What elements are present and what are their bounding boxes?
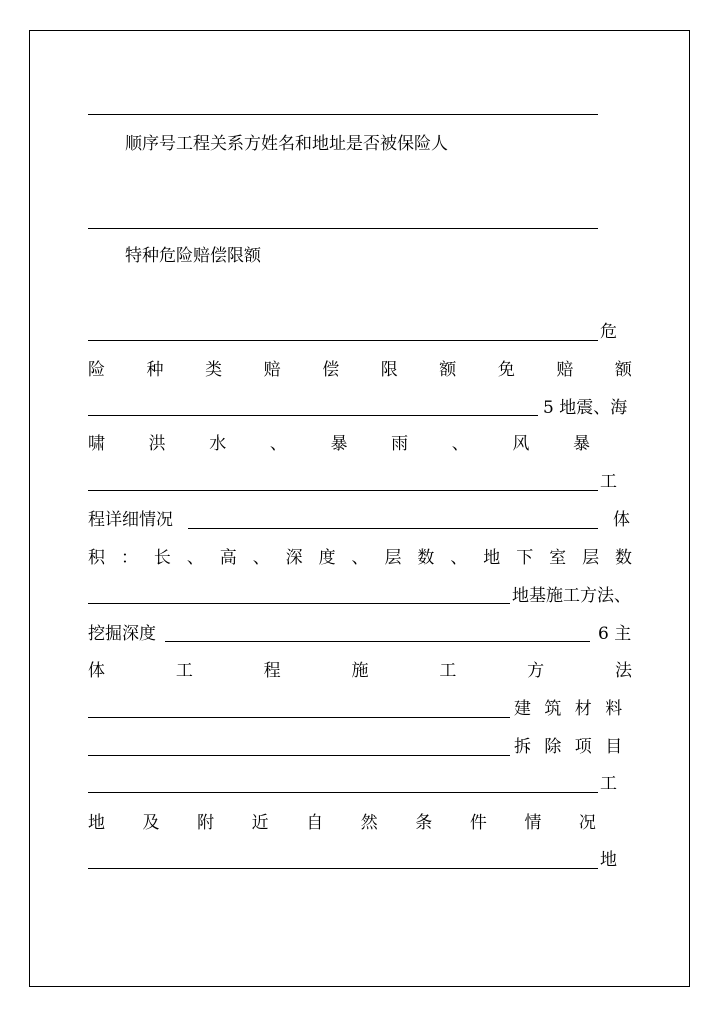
separator-line xyxy=(88,114,598,115)
form-line-text: 程详细情况 xyxy=(88,510,173,530)
form-char: 自 xyxy=(306,813,324,833)
heading-special-risk-limits: 特种危险赔偿限额 xyxy=(125,246,261,266)
form-char: 深 xyxy=(285,548,303,568)
form-char: 件 xyxy=(469,813,487,833)
form-char: 、 xyxy=(186,548,204,568)
fill-line xyxy=(165,641,590,642)
form-char: 风 xyxy=(512,434,530,454)
fill-line xyxy=(88,792,598,793)
form-char: 附 xyxy=(197,813,215,833)
fill-line xyxy=(88,490,598,491)
form-line-text: 地 xyxy=(600,850,617,870)
fill-line xyxy=(88,755,510,756)
form-char: 限 xyxy=(380,360,398,380)
form-line-text: 6 主 xyxy=(598,624,632,644)
form-char: 度 xyxy=(318,548,336,568)
form-char: 地 xyxy=(88,813,105,833)
form-line-spread xyxy=(88,434,590,454)
form-char: 、 xyxy=(451,434,469,454)
form-char: 数 xyxy=(417,548,435,568)
form-char: 长 xyxy=(153,548,171,568)
heading-insured-parties: 顺序号工程关系方姓名和地址是否被保险人 xyxy=(125,134,448,154)
fill-line xyxy=(88,415,538,416)
form-char: 施 xyxy=(351,661,369,681)
form-char: 程 xyxy=(263,661,281,681)
form-line-text: 拆 除 项 目 xyxy=(514,737,627,757)
form-char: 地 xyxy=(483,548,501,568)
form-char: 险 xyxy=(88,360,105,380)
form-char: 水 xyxy=(209,434,227,454)
fill-line xyxy=(88,603,510,604)
form-line-text: 建 筑 材 料 xyxy=(514,699,627,719)
form-char: 赔 xyxy=(556,360,574,380)
form-char: 、 xyxy=(450,548,468,568)
fill-line xyxy=(88,717,510,718)
form-char: 然 xyxy=(360,813,378,833)
form-char: 额 xyxy=(439,360,457,380)
form-char: 偿 xyxy=(322,360,340,380)
form-char: 下 xyxy=(516,548,534,568)
form-char: 积 xyxy=(88,548,105,568)
form-char: 雨 xyxy=(391,434,409,454)
form-char: 种 xyxy=(146,360,164,380)
form-char: 况 xyxy=(578,813,596,833)
form-line-text: 危 xyxy=(600,322,617,342)
form-char: 额 xyxy=(614,360,632,380)
form-char: 赔 xyxy=(263,360,281,380)
form-char: 方 xyxy=(527,661,545,681)
form-line-text: 工 xyxy=(600,472,617,492)
form-line-spread xyxy=(88,360,632,380)
fill-line xyxy=(188,528,598,529)
form-line-text: 工 xyxy=(600,774,617,794)
form-line-text: 体 xyxy=(613,510,630,530)
form-line-text: 地基施工方法、 xyxy=(512,586,631,606)
fill-line xyxy=(88,868,598,869)
form-char: 、 xyxy=(269,434,287,454)
form-char: ： xyxy=(120,548,138,568)
form-char: 室 xyxy=(549,548,567,568)
form-char: 情 xyxy=(524,813,542,833)
form-line-text: 5 地震、海 xyxy=(543,398,628,418)
form-char: 类 xyxy=(205,360,223,380)
form-line-spread xyxy=(88,661,632,681)
form-line-spread xyxy=(88,548,632,568)
separator-line xyxy=(88,228,598,229)
form-char: 层 xyxy=(582,548,600,568)
form-char: 暴 xyxy=(330,434,348,454)
form-char: 免 xyxy=(497,360,515,380)
fill-line xyxy=(88,340,598,341)
form-char: 条 xyxy=(415,813,433,833)
document-page xyxy=(29,30,690,987)
form-char: 工 xyxy=(175,661,193,681)
form-line-spread xyxy=(88,813,596,833)
form-char: 法 xyxy=(614,661,632,681)
form-char: 洪 xyxy=(148,434,166,454)
form-char: 及 xyxy=(142,813,160,833)
form-char: 、 xyxy=(252,548,270,568)
form-char: 工 xyxy=(439,661,457,681)
form-char: 高 xyxy=(219,548,237,568)
form-char: 暴 xyxy=(573,434,590,454)
form-line-text: 挖掘深度 xyxy=(88,624,156,644)
form-char: 、 xyxy=(351,548,369,568)
form-char: 数 xyxy=(615,548,632,568)
form-char: 体 xyxy=(88,661,105,681)
form-char: 啸 xyxy=(88,434,105,454)
form-char: 层 xyxy=(384,548,402,568)
form-char: 近 xyxy=(251,813,269,833)
